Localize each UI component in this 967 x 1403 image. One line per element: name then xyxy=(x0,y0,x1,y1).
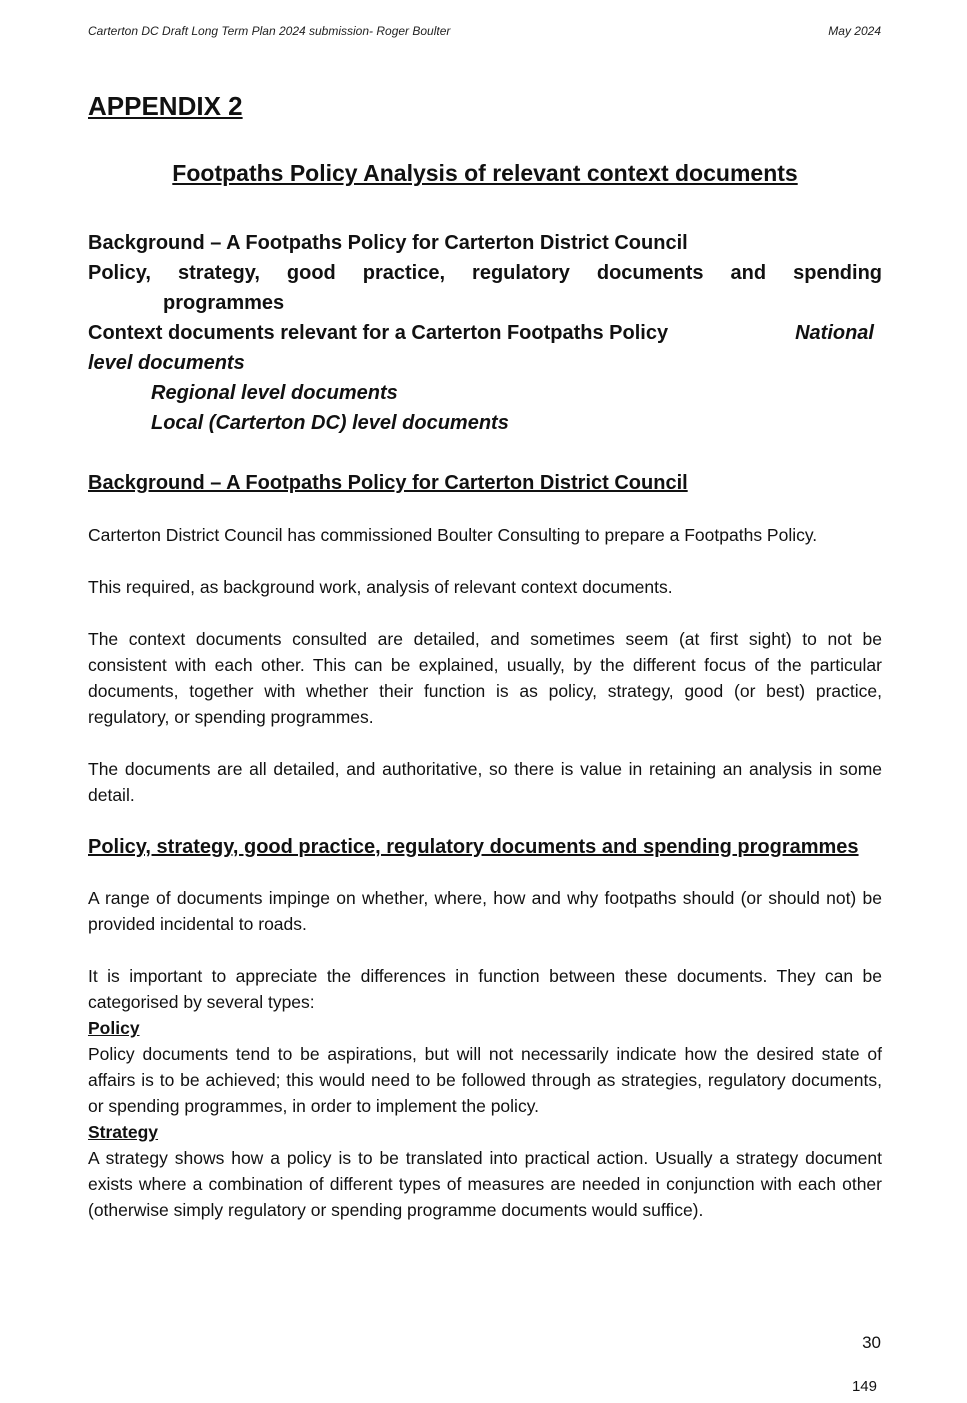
appendix-heading: APPENDIX 2 xyxy=(88,91,243,121)
contents-item-context-label: Context documents relevant for a Carterton Footpaths Policy xyxy=(88,322,669,344)
page-number: 30 xyxy=(862,1333,881,1352)
running-header-date: May 2024 xyxy=(828,24,881,38)
contents-item-national-cont: level documents xyxy=(88,352,245,374)
paragraph-strategy: A strategy shows how a policy is to be translated into practical action. Usually a strategy document exists where a combination of different types of measures are needed in conjunction with each other (otherwise simply regulatory or spending programme documents would suffice). xyxy=(88,1148,882,1220)
section-heading-policy-documents: Policy, strategy, good practice, regulatory documents and spending programmes xyxy=(88,836,859,858)
paragraph: The documents are all detailed, and authoritative, so there is value in retaining an analysis in some detail. xyxy=(88,759,882,805)
section-heading-background: Background – A Footpaths Policy for Carterton District Council xyxy=(88,472,688,494)
contents-item-regional: Regional level documents xyxy=(151,382,398,404)
paragraph: Carterton District Council has commissioned Boulter Consulting to prepare a Footpaths Policy. xyxy=(88,525,818,545)
contents-item-policy-documents: Policy, strategy, good practice, regulatory documents and spending xyxy=(88,262,882,284)
document-title: Footpaths Policy Analysis of relevant context documents xyxy=(172,160,798,186)
paragraph: A range of documents impinge on whether, where, how and why footpaths should (or should not) be provided incidental to roads. xyxy=(88,888,882,934)
contents-item-local: Local (Carterton DC) level documents xyxy=(151,412,509,434)
running-header-title: Carterton DC Draft Long Term Plan 2024 submission- Roger Boulter xyxy=(88,24,451,38)
submission-page-number: 149 xyxy=(851,1378,877,1395)
paragraph-policy: Policy documents tend to be aspirations, but will not necessarily indicate how the desired state of affairs is to be achieved; this would need to be followed through as strategies, regulatory documents, or spending programmes, in order to implement the policy. xyxy=(88,1044,882,1116)
contents-item-national: National xyxy=(795,322,874,344)
contents-item-background: Background – A Footpaths Policy for Carterton District Council xyxy=(88,232,688,254)
subheading-policy: Policy xyxy=(88,1018,140,1038)
paragraph: The context documents consulted are detailed, and sometimes seem (at first sight) to not be consistent with each other. This can be explained, usually, by the different focus of the particular documents, together with whether their function is as policy, strategy, good (or best) practice, regulatory, or spending programmes. xyxy=(88,629,882,727)
paragraph: This required, as background work, analysis of relevant context documents. xyxy=(88,577,673,597)
subheading-strategy: Strategy xyxy=(88,1122,159,1142)
page-content xyxy=(88,88,882,1223)
paragraph: It is important to appreciate the differences in function between these documents. They can be categorised by several types: xyxy=(88,966,882,1012)
contents-item-policy-documents-cont: programmes xyxy=(163,292,285,314)
contents-list xyxy=(88,228,882,438)
contents-item-context-documents xyxy=(88,318,882,348)
